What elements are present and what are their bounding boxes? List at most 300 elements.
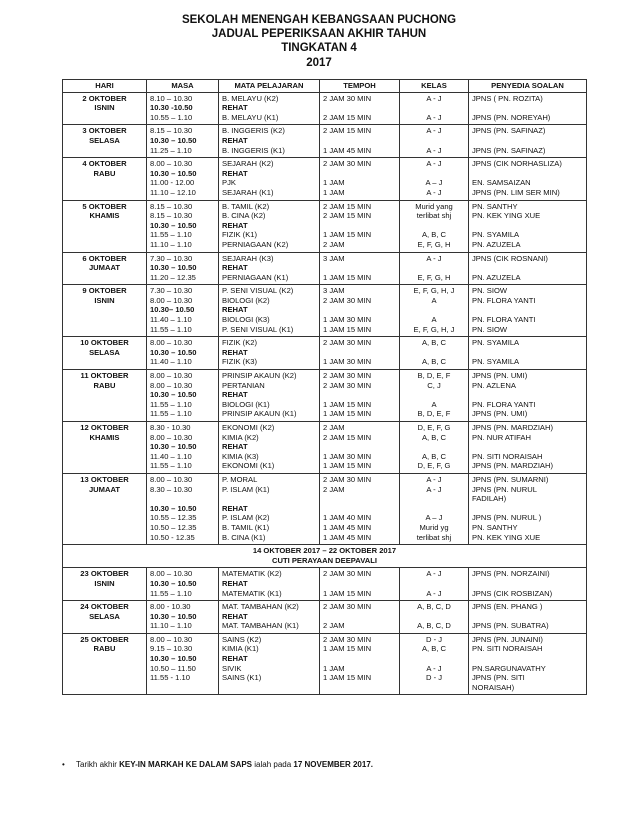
- table-row: [63, 473, 587, 544]
- masa-cell-line: 10.30 – 10.50: [150, 347, 197, 357]
- masa-cell-line: 10.30– 10.50: [150, 305, 195, 315]
- tempoh-cell-line: [323, 305, 396, 315]
- penyedia-soalan-cell: [469, 370, 587, 422]
- kelas-cell-line: D - J: [425, 673, 443, 683]
- exam-schedule-table: [62, 79, 587, 695]
- kelas-cell-line: [403, 579, 465, 589]
- kelas-cell-line: B, D, E, F: [417, 409, 451, 419]
- tempoh-cell-line: 2 JAM 30 MIN: [323, 371, 372, 381]
- hari-cell-line: 13 OKTOBER: [80, 474, 129, 484]
- tempoh-cell-line: 1 JAM: [323, 178, 345, 188]
- hari-cell-line: KHAMIS: [89, 211, 120, 221]
- tempoh-cell-line: 1 JAM 15 MIN: [323, 399, 372, 409]
- kelas-cell-line: A, B, C, D: [417, 621, 451, 631]
- kelas-cell-line: A – J: [425, 513, 443, 523]
- masa-cell-line: 8.00 – 10.30: [150, 371, 193, 381]
- kelas-cell: [400, 337, 469, 370]
- masa-cell-line: 11.40 – 1.10: [150, 451, 192, 461]
- penyedia-soalan-cell-line: JPNS ( PN. ROZITA): [472, 93, 543, 103]
- mata-pelajaran-cell: [219, 252, 320, 285]
- mata-pelajaran-cell: [219, 633, 320, 695]
- mata-pelajaran-cell-line: FIZIK (K1): [222, 230, 258, 240]
- masa-cell-line: 8.00 – 10.30: [150, 634, 193, 644]
- tempoh-cell-line: 2 JAM: [323, 484, 345, 494]
- footnote-middle: ialah pada: [252, 760, 294, 769]
- tempoh-cell-line: 2 JAM: [323, 239, 345, 249]
- penyedia-soalan-cell-line: JPNS (PN. NOREYAH): [472, 112, 551, 122]
- tempoh-cell-line: [323, 103, 396, 113]
- masa-cell-line: 11.10 – 12.10: [150, 187, 196, 197]
- hari-cell: [63, 252, 147, 285]
- masa-cell: [147, 601, 219, 634]
- kelas-cell-line: E, F, G, H: [417, 239, 451, 249]
- kelas-cell-line: A - J: [426, 663, 442, 673]
- penyedia-soalan-cell-line: FADILAH): [472, 494, 507, 504]
- kelas-cell-line: A: [431, 315, 437, 325]
- table-row: [63, 200, 587, 252]
- tempoh-cell-line: 1 JAM 30 MIN: [323, 315, 372, 325]
- tempoh-cell-line: 1 JAM 45 MIN: [323, 532, 372, 542]
- penyedia-soalan-cell-line: PN. SIOW: [472, 324, 508, 334]
- penyedia-soalan-cell-line: [472, 390, 583, 400]
- tempoh-cell: [320, 285, 400, 337]
- mata-pelajaran-cell-line: B. MELAYU (K1): [222, 112, 279, 122]
- mata-pelajaran-cell-line: MAT. TAMBAHAN (K2): [222, 602, 299, 612]
- mata-pelajaran-cell-line: PERNIAGAAN (K1): [222, 272, 289, 282]
- mata-pelajaran-cell-line: REHAT: [222, 220, 248, 230]
- masa-cell-line: [150, 494, 215, 504]
- form-level: TINGKATAN 4: [281, 42, 357, 54]
- col-header-penyedia-soalan: PENYEDIA SOALAN: [469, 80, 587, 93]
- penyedia-soalan-cell-line: NORAISAH): [472, 682, 515, 692]
- mata-pelajaran-cell-line: REHAT: [222, 103, 248, 113]
- penyedia-soalan-cell-line: [472, 442, 583, 452]
- hari-cell: [63, 633, 147, 695]
- kelas-cell-line: E, F, G, H, J: [413, 324, 455, 334]
- hari-cell-line: 12 OKTOBER: [80, 423, 129, 432]
- penyedia-soalan-cell: [469, 285, 587, 337]
- mata-pelajaran-cell-line: B. MELAYU (K2): [222, 93, 279, 103]
- masa-cell-line: 11.25 – 1.10: [150, 145, 192, 155]
- mata-pelajaran-cell-line: [222, 494, 316, 504]
- kelas-cell-line: D - J: [425, 634, 443, 644]
- masa-cell-line: 9.15 – 10.30: [150, 644, 193, 654]
- kelas-cell-line: A, B, C: [421, 357, 447, 367]
- mata-pelajaran-cell-line: SEJARAH (K2): [222, 159, 274, 169]
- tempoh-cell-line: 1 JAM 40 MIN: [323, 513, 372, 523]
- tempoh-cell-line: 3 JAM: [323, 286, 345, 296]
- kelas-cell-line: [403, 263, 465, 273]
- mata-pelajaran-cell-line: P. ISLAM (K1): [222, 484, 270, 494]
- penyedia-soalan-cell-line: PN. SITI NORAISAH: [472, 451, 543, 461]
- tempoh-cell-line: 2 JAM 30 MIN: [323, 634, 372, 644]
- footnote-deadline: 17 NOVEMBER 2017.: [293, 760, 373, 769]
- mata-pelajaran-cell-line: PRINSIP AKAUN (K2): [222, 371, 297, 381]
- penyedia-soalan-cell-line: PN. FLORA YANTI: [472, 295, 536, 305]
- mata-pelajaran-cell-line: B. INGGERIS (K2): [222, 126, 285, 136]
- penyedia-soalan-cell-line: PN. AZUZELA: [472, 272, 521, 282]
- masa-cell-line: 8.30 – 10.30: [150, 484, 193, 494]
- mata-pelajaran-cell: [219, 92, 320, 125]
- penyedia-soalan-cell-line: [472, 305, 583, 315]
- mata-pelajaran-cell: [219, 422, 320, 474]
- holiday-name: CUTI PERAYAAN DEEPAVALI: [272, 555, 377, 565]
- kelas-cell-line: A - J: [426, 588, 442, 598]
- mata-pelajaran-cell-line: B. TAMIL (K2): [222, 201, 270, 211]
- tempoh-cell-line: 1 JAM 15 MIN: [323, 588, 372, 598]
- hari-cell-line: 25 OKTOBER: [80, 634, 129, 644]
- penyedia-soalan-cell-line: EN. SAMSAIZAN: [472, 178, 531, 188]
- mata-pelajaran-cell-line: REHAT: [222, 442, 248, 452]
- masa-cell: [147, 337, 219, 370]
- penyedia-soalan-cell-line: PN. SANTHY: [472, 201, 518, 211]
- masa-cell-line: 11.55 - 1.10: [150, 673, 190, 683]
- kelas-cell-line: A, B, C: [421, 338, 447, 348]
- hari-cell: [63, 601, 147, 634]
- masa-cell-line: [150, 683, 215, 693]
- mata-pelajaran-cell-line: SEJARAH (K1): [222, 187, 274, 197]
- hari-cell-line: 11 OKTOBER: [80, 371, 129, 381]
- penyedia-soalan-cell-line: JPNS (PN. NORZAINI): [472, 569, 550, 579]
- penyedia-soalan-cell-line: JPNS (PN. SAFINAZ): [472, 145, 546, 155]
- tempoh-cell-line: [323, 579, 396, 589]
- masa-cell-line: 10.30 – 10.50: [150, 503, 197, 513]
- masa-cell-line: 11.20 – 12.35: [150, 272, 196, 282]
- mata-pelajaran-cell-line: REHAT: [222, 390, 248, 400]
- penyedia-soalan-cell-line: [472, 263, 583, 273]
- tempoh-cell-line: [323, 221, 396, 231]
- mata-pelajaran-cell-line: EKONOMI (K2): [222, 423, 275, 432]
- masa-cell: [147, 473, 219, 544]
- kelas-cell-line: [403, 612, 465, 622]
- kelas-cell: [400, 601, 469, 634]
- mata-pelajaran-cell-line: SEJARAH (K3): [222, 253, 274, 263]
- masa-cell-line: 8.15 – 10.30: [150, 211, 193, 221]
- mata-pelajaran-cell-line: REHAT: [222, 611, 248, 621]
- kelas-cell-line: A, B, C, D: [417, 602, 451, 612]
- hari-cell: [63, 125, 147, 158]
- masa-cell-line: 11.40 – 1.10: [150, 357, 192, 367]
- hari-cell-line: 9 OKTOBER: [82, 286, 127, 296]
- mata-pelajaran-cell-line: PERNIAGAAN (K2): [222, 239, 289, 249]
- schedule-body-after-holiday: [63, 568, 587, 695]
- hari-cell-line: 10 OKTOBER: [80, 338, 129, 348]
- penyedia-soalan-cell: [469, 125, 587, 158]
- masa-cell: [147, 285, 219, 337]
- kelas-cell-line: A - J: [426, 253, 442, 263]
- penyedia-soalan-cell-line: [472, 169, 583, 179]
- school-name: SEKOLAH MENENGAH KEBANGSAAN PUCHONG: [181, 14, 457, 26]
- masa-cell-line: 8.00 – 10.30: [150, 338, 193, 348]
- hari-cell: [63, 473, 147, 544]
- tempoh-cell: [320, 158, 400, 200]
- masa-cell-line: 11.55 – 1.10: [150, 461, 192, 471]
- penyedia-soalan-cell-line: PN. AZUZELA: [472, 239, 521, 249]
- masa-cell-line: 8.00 – 10.30: [150, 569, 193, 579]
- table-row: [63, 370, 587, 422]
- masa-cell: [147, 633, 219, 695]
- table-header-row: [63, 80, 587, 93]
- masa-cell-line: 11.55 – 1.10: [150, 230, 192, 240]
- masa-cell: [147, 422, 219, 474]
- masa-cell: [147, 200, 219, 252]
- mata-pelajaran-cell-line: FIZIK (K2): [222, 338, 258, 348]
- mata-pelajaran-cell-line: SIVIK: [222, 663, 242, 673]
- masa-cell-line: 8.00 – 10.30: [150, 380, 193, 390]
- penyedia-soalan-cell-line: PN. SYAMILA: [472, 338, 520, 348]
- mata-pelajaran-cell-line: FIZIK (K3): [222, 357, 258, 367]
- mata-pelajaran-cell: [219, 337, 320, 370]
- tempoh-cell: [320, 422, 400, 474]
- kelas-cell: [400, 473, 469, 544]
- mata-pelajaran-cell-line: P. SENI VISUAL (K1): [222, 324, 294, 334]
- penyedia-soalan-cell-line: [472, 654, 583, 664]
- mata-pelajaran-cell-line: KIMIA (K3): [222, 451, 259, 461]
- tempoh-cell-line: 2 JAM 30 MIN: [323, 159, 372, 169]
- masa-cell-line: 11.00 - 12.00: [150, 178, 195, 188]
- masa-cell: [147, 568, 219, 601]
- mata-pelajaran-cell-line: REHAT: [222, 305, 248, 315]
- tempoh-cell: [320, 568, 400, 601]
- kelas-cell-line: A, B, C: [421, 230, 447, 240]
- tempoh-cell-line: 1 JAM 30 MIN: [323, 451, 372, 461]
- year: 2017: [306, 57, 332, 69]
- masa-cell-line: 10.30 – 10.50: [150, 442, 197, 452]
- penyedia-soalan-cell-line: JPNS (CIK ROSBIZAN): [472, 588, 553, 598]
- masa-cell-line: 11.10 – 1.10: [150, 621, 192, 631]
- tempoh-cell-line: [323, 169, 396, 179]
- mata-pelajaran-cell-line: B. TAMIL (K1): [222, 522, 270, 532]
- tempoh-cell-line: 1 JAM 15 MIN: [323, 409, 372, 419]
- table-row: [63, 252, 587, 285]
- mata-pelajaran-cell-line: [222, 683, 316, 693]
- penyedia-soalan-cell: [469, 473, 587, 544]
- document-title: JADUAL PEPERIKSAAN AKHIR TAHUN: [211, 28, 427, 40]
- kelas-cell: [400, 285, 469, 337]
- kelas-cell-line: [403, 683, 465, 693]
- penyedia-soalan-cell-line: JPNS (PN. MARDZIAH): [472, 423, 554, 432]
- tempoh-cell-line: [323, 348, 396, 358]
- kelas-cell-line: Murid yang: [415, 201, 453, 211]
- mata-pelajaran-cell: [219, 200, 320, 252]
- mata-pelajaran-cell-line: KIMIA (K2): [222, 432, 259, 442]
- mata-pelajaran-cell-line: MATEMATIK (K2): [222, 569, 282, 579]
- table-row: [63, 92, 587, 125]
- masa-cell: [147, 92, 219, 125]
- tempoh-cell-line: [323, 390, 396, 400]
- hari-cell-line: JUMAAT: [88, 263, 121, 273]
- holiday-cell: [63, 545, 587, 568]
- penyedia-soalan-cell: [469, 568, 587, 601]
- table-row: [63, 601, 587, 634]
- masa-cell-line: 10.50 - 12.35: [150, 532, 195, 542]
- hari-cell-line: ISNIN: [94, 578, 115, 588]
- masa-cell: [147, 252, 219, 285]
- kelas-cell-line: A - J: [426, 159, 442, 169]
- hari-cell: [63, 158, 147, 200]
- hari-cell-line: 6 OKTOBER: [82, 253, 127, 263]
- footnote-text: [76, 760, 373, 769]
- kelas-cell-line: D, E, F, G: [417, 461, 451, 471]
- tempoh-cell-line: 2 JAM 15 MIN: [323, 112, 372, 122]
- penyedia-soalan-cell-line: PN. NUR ATIFAH: [472, 432, 531, 442]
- penyedia-soalan-cell-line: JPNS (PN. NURUL: [472, 484, 537, 494]
- penyedia-soalan-cell-line: JPNS (PN. UMI): [472, 371, 528, 381]
- kelas-cell: [400, 568, 469, 601]
- mata-pelajaran-cell-line: PRINSIP AKAUN (K1): [222, 409, 297, 419]
- masa-cell-line: 8.00 - 10.30: [150, 602, 191, 612]
- mata-pelajaran-cell-line: REHAT: [222, 503, 248, 513]
- mata-pelajaran-cell-line: REHAT: [222, 263, 248, 273]
- kelas-cell: [400, 370, 469, 422]
- penyedia-soalan-cell-line: PN. SANTHY: [472, 522, 518, 532]
- tempoh-cell: [320, 633, 400, 695]
- tempoh-cell-line: [323, 504, 396, 514]
- penyedia-soalan-cell: [469, 633, 587, 695]
- tempoh-cell-line: [323, 494, 396, 504]
- holiday-row: [63, 545, 587, 568]
- penyedia-soalan-cell-line: PN. FLORA YANTI: [472, 315, 536, 325]
- masa-cell-line: 10.55 – 12.35: [150, 513, 197, 523]
- masa-cell-line: 10.30 – 10.50: [150, 390, 197, 400]
- penyedia-soalan-cell-line: JPNS (PN. JUNAINI): [472, 634, 543, 644]
- mata-pelajaran-cell: [219, 473, 320, 544]
- penyedia-soalan-cell-line: [472, 136, 583, 146]
- mata-pelajaran-cell-line: MAT. TAMBAHAN (K1): [222, 621, 299, 631]
- hari-cell-line: SELASA: [89, 611, 120, 621]
- kelas-cell-line: A - J: [426, 112, 442, 122]
- masa-cell: [147, 158, 219, 200]
- tempoh-cell-line: [323, 263, 396, 273]
- tempoh-cell-line: 1 JAM 45 MIN: [323, 522, 372, 532]
- kelas-cell: [400, 158, 469, 200]
- penyedia-soalan-cell: [469, 200, 587, 252]
- hari-cell: [63, 337, 147, 370]
- penyedia-soalan-cell-line: [472, 579, 583, 589]
- mata-pelajaran-cell-line: P. MORAL: [222, 474, 258, 484]
- holiday-dates: 14 OKTOBER 2017 – 22 OKTOBER 2017: [252, 546, 397, 556]
- masa-cell-line: 10.50 – 11.50: [150, 663, 196, 673]
- penyedia-soalan-cell-line: JPNS (PN. SUBATRA): [472, 621, 549, 631]
- kelas-cell-line: [403, 494, 465, 504]
- penyedia-soalan-cell-line: JPNS (CIK NORHASLIZA): [472, 159, 562, 169]
- tempoh-cell-line: 2 JAM 30 MIN: [323, 295, 372, 305]
- footnote-prefix: Tarikh akhir: [76, 760, 120, 769]
- mata-pelajaran-cell: [219, 285, 320, 337]
- kelas-cell: [400, 252, 469, 285]
- tempoh-cell: [320, 601, 400, 634]
- kelas-cell-line: A - J: [426, 126, 442, 136]
- masa-cell-line: 10.50 – 12.35: [150, 522, 197, 532]
- masa-cell-line: 8.00 – 10.30: [150, 295, 193, 305]
- kelas-cell-line: terlibat shj: [416, 211, 452, 221]
- kelas-cell-line: [403, 390, 465, 400]
- hari-cell-line: JUMAAT: [88, 484, 121, 494]
- col-header-tempoh: TEMPOH: [320, 80, 400, 93]
- masa-cell-line: 8.00 – 10.30: [150, 159, 193, 169]
- mata-pelajaran-cell-line: SAINS (K1): [222, 673, 262, 683]
- tempoh-cell: [320, 337, 400, 370]
- tempoh-cell-line: 2 JAM 15 MIN: [323, 126, 372, 136]
- penyedia-soalan-cell-line: PN. AZLENA: [472, 380, 516, 390]
- penyedia-soalan-cell: [469, 337, 587, 370]
- mata-pelajaran-cell-line: PERTANIAN: [222, 380, 265, 390]
- hari-cell: [63, 92, 147, 125]
- kelas-cell-line: E, F, G, H: [417, 272, 451, 282]
- penyedia-soalan-cell: [469, 601, 587, 634]
- masa-cell-line: 10.30 – 10.50: [150, 578, 197, 588]
- penyedia-soalan-cell-line: [472, 221, 583, 231]
- col-header-kelas: KELAS: [400, 80, 469, 93]
- tempoh-cell-line: 3 JAM: [323, 253, 345, 263]
- penyedia-soalan-cell-line: JPNS (PN. NURUL ): [472, 513, 542, 523]
- mata-pelajaran-cell-line: B. CINA (K1): [222, 532, 266, 542]
- hari-cell-line: RABU: [93, 644, 116, 654]
- mata-pelajaran-cell-line: P. ISLAM (K2): [222, 513, 270, 523]
- tempoh-cell-line: 2 JAM 15 MIN: [323, 201, 372, 211]
- kelas-cell-line: [403, 654, 465, 664]
- hari-cell-line: 23 OKTOBER: [80, 569, 129, 579]
- masa-cell-line: 8.30 - 10.30: [150, 423, 191, 432]
- table-row: [63, 285, 587, 337]
- hari-cell-line: SELASA: [89, 135, 120, 145]
- kelas-cell: [400, 422, 469, 474]
- table-row: [63, 633, 587, 695]
- mata-pelajaran-cell-line: REHAT: [222, 135, 248, 145]
- hari-cell-line: ISNIN: [94, 103, 115, 113]
- hari-cell-line: 3 OKTOBER: [82, 126, 127, 136]
- mata-pelajaran-cell-line: B. INGGERIS (K1): [222, 145, 285, 155]
- hari-cell-line: SELASA: [89, 347, 120, 357]
- masa-cell-line: 11.55 – 1.10: [150, 324, 192, 334]
- mata-pelajaran-cell: [219, 125, 320, 158]
- masa-cell-line: 10.30 – 10.50: [150, 263, 197, 273]
- kelas-cell: [400, 200, 469, 252]
- kelas-cell-line: [403, 169, 465, 179]
- tempoh-cell-line: 1 JAM 45 MIN: [323, 145, 372, 155]
- kelas-cell-line: [403, 136, 465, 146]
- hari-cell-line: 5 OKTOBER: [82, 201, 127, 211]
- tempoh-cell-line: 2 JAM: [323, 621, 345, 631]
- kelas-cell-line: A - J: [426, 93, 442, 103]
- tempoh-cell-line: 2 JAM 15 MIN: [323, 211, 372, 221]
- mata-pelajaran-cell-line: REHAT: [222, 347, 248, 357]
- penyedia-soalan-cell: [469, 422, 587, 474]
- mata-pelajaran-cell: [219, 601, 320, 634]
- tempoh-cell: [320, 370, 400, 422]
- hari-cell: [63, 422, 147, 474]
- kelas-cell-line: [403, 504, 465, 514]
- kelas-cell: [400, 92, 469, 125]
- tempoh-cell-line: 1 JAM 15 MIN: [323, 673, 372, 683]
- penyedia-soalan-cell-line: PN. KEK YING XUE: [472, 532, 541, 542]
- tempoh-cell-line: 2 JAM 30 MIN: [323, 602, 372, 612]
- kelas-cell-line: B, D, E, F: [417, 371, 451, 381]
- penyedia-soalan-cell-line: JPNS (EN. PHANG ): [472, 602, 543, 612]
- table-row: [63, 125, 587, 158]
- masa-cell-line: 8.00 – 10.30: [150, 474, 193, 484]
- kelas-cell-line: A: [431, 399, 437, 409]
- table-row: [63, 158, 587, 200]
- tempoh-cell-line: 2 JAM 30 MIN: [323, 93, 372, 103]
- mata-pelajaran-cell-line: B. CINA (K2): [222, 211, 266, 221]
- hari-cell-line: ISNIN: [94, 295, 115, 305]
- tempoh-cell-line: 1 JAM: [323, 187, 345, 197]
- tempoh-cell-line: 1 JAM 15 MIN: [323, 230, 372, 240]
- mata-pelajaran-cell-line: BIOLOGI (K3): [222, 315, 270, 325]
- mata-pelajaran-cell-line: REHAT: [222, 654, 248, 664]
- penyedia-soalan-cell-line: PN. KEK YING XUE: [472, 211, 541, 221]
